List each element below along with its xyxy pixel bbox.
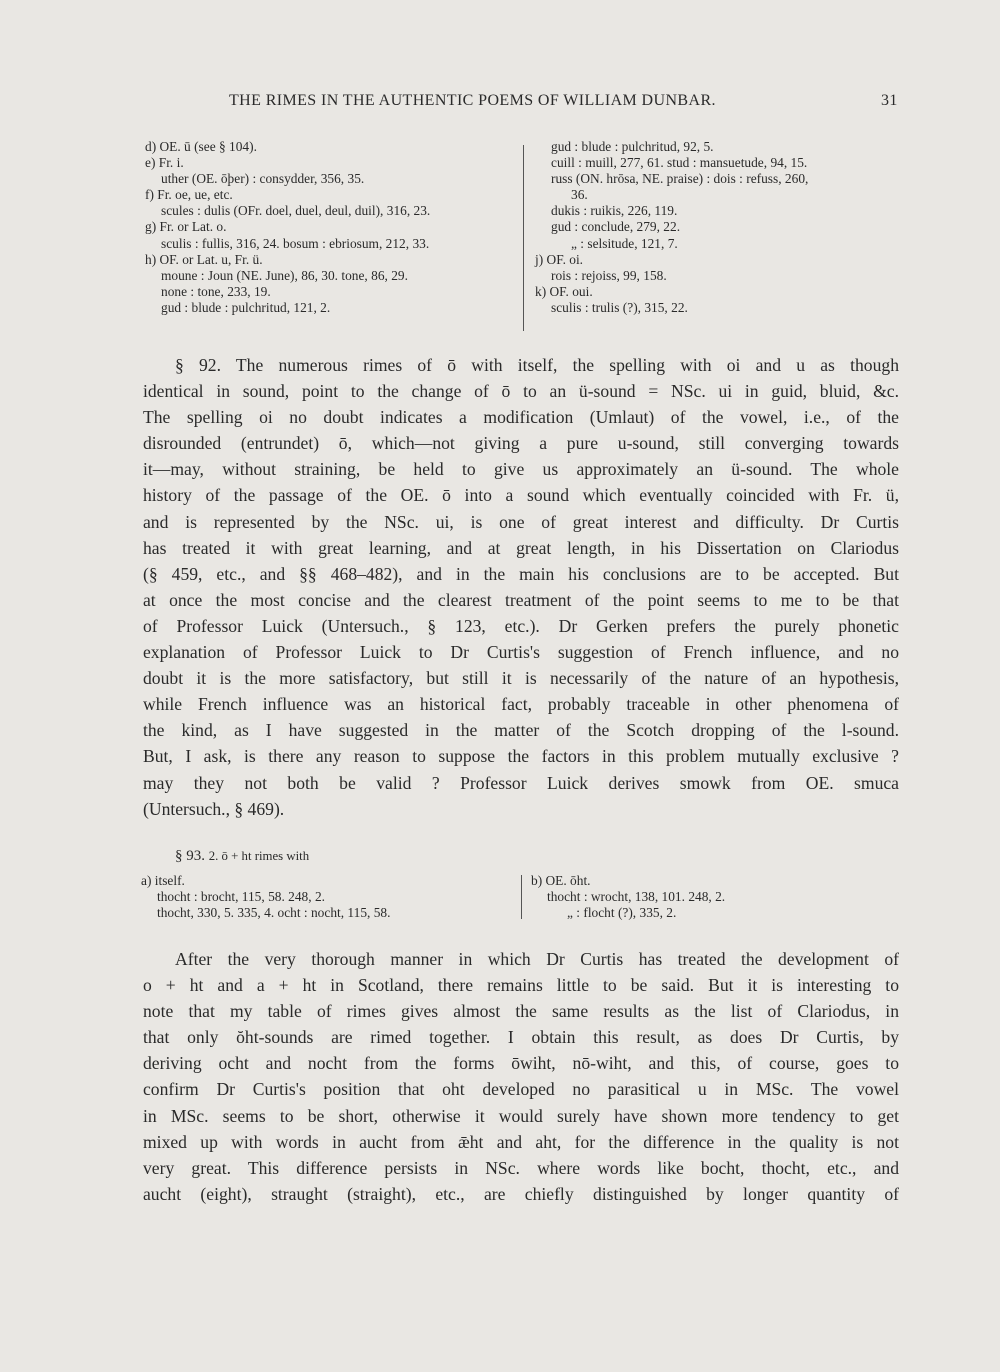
table-line: b) OE. ōht. [531, 873, 591, 888]
text-line: may they not both be valid ? Professor Luick derives smowk from OE. smuca [143, 772, 899, 793]
text-line: But, I ask, is there any reason to suppose the factors in this problem mutually exclusive ? [143, 746, 899, 767]
text-line: identical in sound, point to the change of ō to an ü-sound = NSc. ui in guid, bluid, &c. [143, 381, 899, 402]
rime-table-2-right-column [531, 873, 901, 921]
table-line: „ : flocht (?), 335, 2. [567, 905, 677, 921]
table-line: gud : conclude, 279, 22. [551, 219, 681, 235]
text-line: o + ht and a + ht in Scotland, there remains little to be said. But it is interesting to [143, 975, 899, 996]
table-line: a) itself. [141, 873, 185, 888]
table-line: sculis : fullis, 316, 24. bosum : ebriosum, 212, 33. [161, 235, 430, 251]
text-line: note that my table of rimes gives almost the same results as the list of Clariodus, in [143, 1001, 899, 1022]
paragraph-after-93 [143, 946, 899, 1207]
text-line: in MSc. seems to be short, otherwise it would surely have shown more tendency to get [143, 1105, 899, 1126]
table-line: moune : Joun (NE. June), 86, 30. tone, 86, 29. [161, 267, 408, 283]
table-line: uther (OE. ōþer) : consydder, 356, 35. [161, 171, 365, 187]
table-line: cuill : muill, 277, 61. stud : mansuetude, 94, 15. [551, 155, 808, 171]
text-line: mixed up with words in aucht from ǣht and aht, for the difference in the quality is not [143, 1131, 899, 1152]
table-line: gud : blude : pulchritud, 92, 5. [551, 139, 714, 154]
text-line: (Untersuch., § 469). [143, 798, 285, 819]
text-line: explanation of Professor Luick to Dr Curtis's suggestion of French influence, and no [143, 642, 899, 663]
table-line: h) OF. or Lat. u, Fr. ü. [145, 251, 263, 267]
table-line: „ : selsitude, 121, 7. [571, 235, 678, 251]
section-93-heading [175, 848, 309, 865]
table-line: gud : blude : pulchritud, 121, 2. [161, 299, 331, 315]
text-line: aucht (eight), straught (straight), etc., are chiefly distinguished by longer quantity of [143, 1183, 899, 1204]
table-line: thocht, 330, 5. 335, 4. ocht : nocht, 115, 58. [157, 905, 391, 921]
table-line: sculis : trulis (?), 315, 22. [551, 299, 688, 315]
table-line: e) Fr. i. [145, 155, 184, 171]
table-line: d) OE. ū (see § 104). [145, 139, 257, 154]
rime-table-left-column [145, 139, 515, 316]
text-line: while French influence was an historical fact, probably traceable in other phenomena of [143, 694, 899, 715]
table-line: f) Fr. oe, ue, etc. [145, 187, 233, 203]
text-line: very great. This difference persists in NSc. where words like bocht, thocht, etc., and [143, 1157, 899, 1178]
text-line: disrounded (entrundet) ō, which—not giving a pure u-sound, still converging towards [143, 433, 899, 454]
running-title: THE RIMES IN THE AUTHENTIC POEMS OF WILLIAM DUNBAR. [229, 92, 716, 109]
table-line: russ (ON. hrōsa, NE. praise) : dois : refuss, 260, [551, 171, 809, 187]
text-line: deriving ocht and nocht from the forms ōwiht, nō-wiht, and this, of course, goes to [143, 1053, 899, 1074]
table-line: j) OF. oi. [535, 251, 584, 267]
table-line: thocht : wrocht, 138, 101. 248, 2. [547, 889, 726, 905]
paragraph-92 [143, 352, 899, 822]
text-line: and is represented by the NSc. ui, is one of great interest and difficulty. Dr Curtis [143, 511, 899, 532]
text-line: that only ŏht-sounds are rimed together. I obtain this result, as does Dr Curtis, by [143, 1027, 899, 1048]
text-line: confirm Dr Curtis's position that oht developed no parasitical u in MSc. The vowel [143, 1079, 899, 1100]
table-line: 36. [571, 187, 588, 203]
text-line: The spelling oi no doubt indicates a modification (Umlaut) of the vowel, i.e., of the [143, 407, 899, 428]
rime-table-right-column [535, 139, 910, 316]
table-line: none : tone, 233, 19. [161, 283, 271, 299]
section-heading-text: 2. ō + ht rimes with [208, 849, 310, 863]
text-line: (§ 459, etc., and §§ 468–482), and in the main his conclusions are to be accepted. But [143, 563, 899, 584]
page-header [0, 92, 1000, 116]
table-line: g) Fr. or Lat. o. [145, 219, 227, 235]
table-line: scules : dulis (OFr. doel, duel, deul, duil), 316, 23. [161, 203, 431, 219]
text-line: § 92. The numerous rimes of ō with itself, the spelling with oi and u as though [175, 355, 899, 375]
text-line: at once the most concise and the clearest treatment of the point seems to me to be that [143, 589, 899, 610]
text-line: doubt it is the more satisfactory, but still it is necessarily of the nature of an hypothesis, [143, 668, 899, 689]
rime-table-2-left-column [141, 873, 511, 921]
table-line: thocht : brocht, 115, 58. 248, 2. [157, 889, 325, 905]
page-number: 31 [881, 92, 898, 109]
text-line: history of the passage of the OE. ō into a sound which eventually coincided with Fr. ü, [143, 485, 899, 506]
table-line: rois : rejoiss, 99, 158. [551, 267, 667, 283]
text-line: it—may, without straining, be held to give us approximately an ü-sound. The whole [143, 459, 899, 480]
table-line: dukis : ruikis, 226, 119. [551, 203, 678, 219]
column-divider [523, 145, 524, 331]
column-divider [521, 875, 522, 919]
text-line: of Professor Luick (Untersuch., § 123, etc.). Dr Gerken prefers the purely phonetic [143, 615, 899, 636]
text-line: the kind, as I have suggested in the matter of the Scotch dropping of the l-sound. [143, 720, 899, 741]
text-line: has treated it with great learning, and at great length, in his Dissertation on Clariodus [143, 537, 899, 558]
section-sign: § 93. [175, 848, 205, 864]
text-line: After the very thorough manner in which Dr Curtis has treated the development of [175, 949, 899, 969]
table-line: k) OF. oui. [535, 283, 593, 299]
